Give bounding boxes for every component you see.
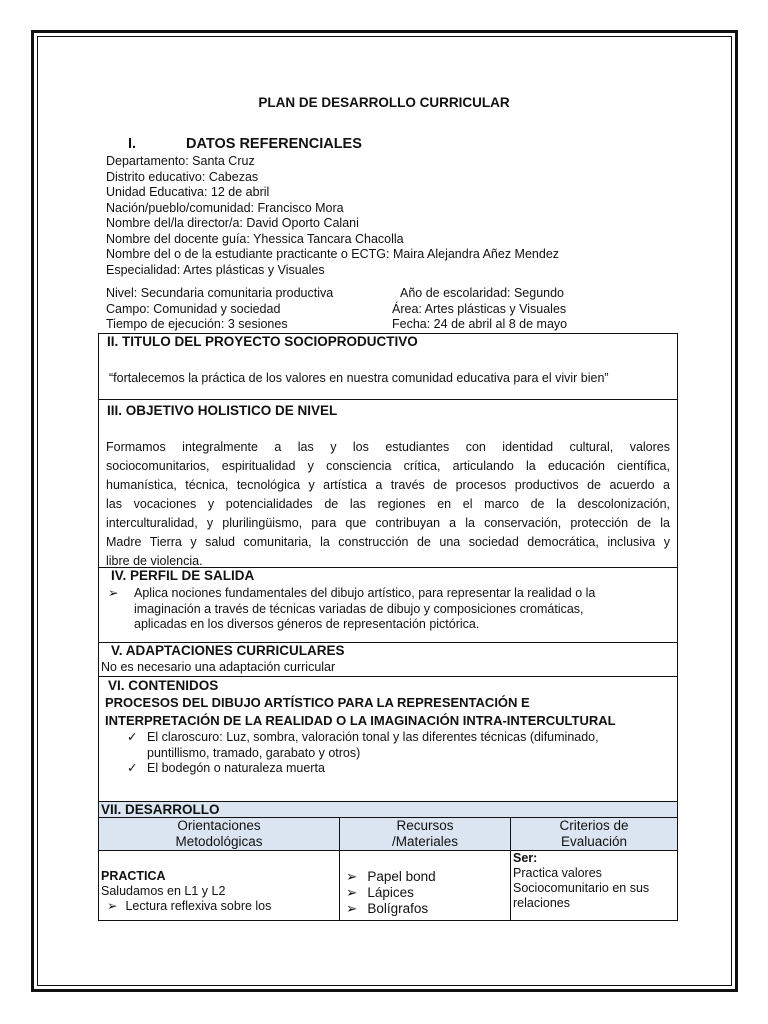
holistic-objective: Formamos integralmente a las y los estudiantes con identidad cultural, valores sociocomunitarios, espiritualidad y consciencia crítica, articulando la educación científica, humanística, técnica, tecnológica y artística a través de procesos productivos de acuerdo a las vocaciones y potencialidades de las regiones en el marco de la descolonización, interculturalidad, y plurilingüismo, para que contribuyan a la conservación, protección de la Madre Tierra y salud comunitaria, la construcción de una sociedad democrática, inclusiva y libre de violencia. (106, 440, 670, 568)
col-header-criteria: Criterios de Evaluación (511, 818, 678, 851)
arrow-bullet-icon: ➢ (346, 869, 358, 884)
arrow-bullet-icon: ➢ (346, 885, 358, 900)
section-7-heading: VII. DESARROLLO (99, 802, 678, 818)
check-icon: ✓ (127, 761, 138, 776)
section-5-heading: V. ADAPTACIONES CURRICULARES (111, 643, 345, 658)
section-3-heading: III. OBJETIVO HOLISTICO DE NIVEL (107, 403, 338, 418)
contents-item-1: ✓ El claroscuro: Luz, sombra, valoración tonal y las diferentes técnicas (difuminado, puntillismo, tramado, garabato y otros) (127, 730, 599, 760)
document-title: PLAN DE DESARROLLO CURRICULAR (258, 95, 510, 110)
section-4-heading: IV. PERFIL DE SALIDA (111, 568, 255, 583)
col-header-resources: Recursos /Materiales (340, 818, 511, 851)
section-4-box (98, 567, 678, 642)
project-title: “fortalecemos la práctica de los valores en nuestra comunidad educativa para el vivir bien” (109, 371, 609, 385)
development-table (98, 801, 678, 921)
section-1-heading: I. DATOS REFERENCIALES (128, 136, 362, 152)
section-1-left-pairs: Nivel: Secundaria comunitaria productiva Campo: Comunidad y sociedad Tiempo de ejecución: 3 sesiones (106, 286, 334, 331)
col-header-methodology: Orientaciones Metodológicas (99, 818, 340, 851)
section-6-heading: VI. CONTENIDOS (108, 678, 219, 693)
section-3-box (98, 399, 678, 567)
section-1-right-pairs: Año de escolaridad: Segundo Área: Artes plásticas y Visuales Fecha: 24 de abril al 8 de mayo (392, 286, 568, 331)
adaptation-text: No es necesario una adaptación curricular (101, 660, 336, 674)
arrow-bullet-icon: ➢ (108, 586, 119, 600)
resources-cell: ➢ Papel bond ➢ Lápices ➢ Bolígrafos (340, 851, 511, 921)
arrow-bullet-icon: ➢ (107, 899, 118, 913)
contents-item-2: ✓ El bodegón o naturaleza muerta (127, 761, 325, 776)
section-5-box (98, 642, 678, 676)
criteria-cell: Ser: Practica valores Sociocomunitario en sus relaciones (511, 851, 678, 921)
section-2-box (98, 333, 678, 399)
section-2-heading: II. TITULO DEL PROYECTO SOCIOPRODUCTIVO (107, 334, 418, 349)
section-1-lines: Departamento: Santa Cruz Distrito educativo: Cabezas Unidad Educativa: 12 de abril Nación/pueblo/comunidad: Francisco Mora Nombre del/la director/a: David Oporto Calani Nombre del docente guía: Yhessica Tancara Chacolla Nombre del o de la estudiante practicante o ECTG: Maira Alejandra Añez Mendez Especialidad: Artes plásticas y Visuales (106, 154, 560, 277)
methodology-cell: PRACTICA Saludamos en L1 y L2 ➢ Lectura reflexiva sobre los (99, 851, 340, 921)
contents-subtitle-1: PROCESOS DEL DIBUJO ARTÍSTICO PARA LA REPRESENTACIÓN E (105, 695, 530, 710)
contents-subtitle-2: INTERPRETACIÓN DE LA REALIDAD O LA IMAGINACIÓN INTRA-INTERCULTURAL (105, 713, 616, 728)
arrow-bullet-icon: ➢ (346, 901, 358, 916)
exit-profile: ➢ Aplica nociones fundamentales del dibujo artístico, para representar la realidad o la imaginación a través de técnicas variadas de dibujo y composiciones cromáticas, aplicadas en los diversos géneros de representación pictórica. (108, 586, 596, 632)
check-icon: ✓ (127, 730, 138, 744)
section-6-box (98, 676, 678, 801)
